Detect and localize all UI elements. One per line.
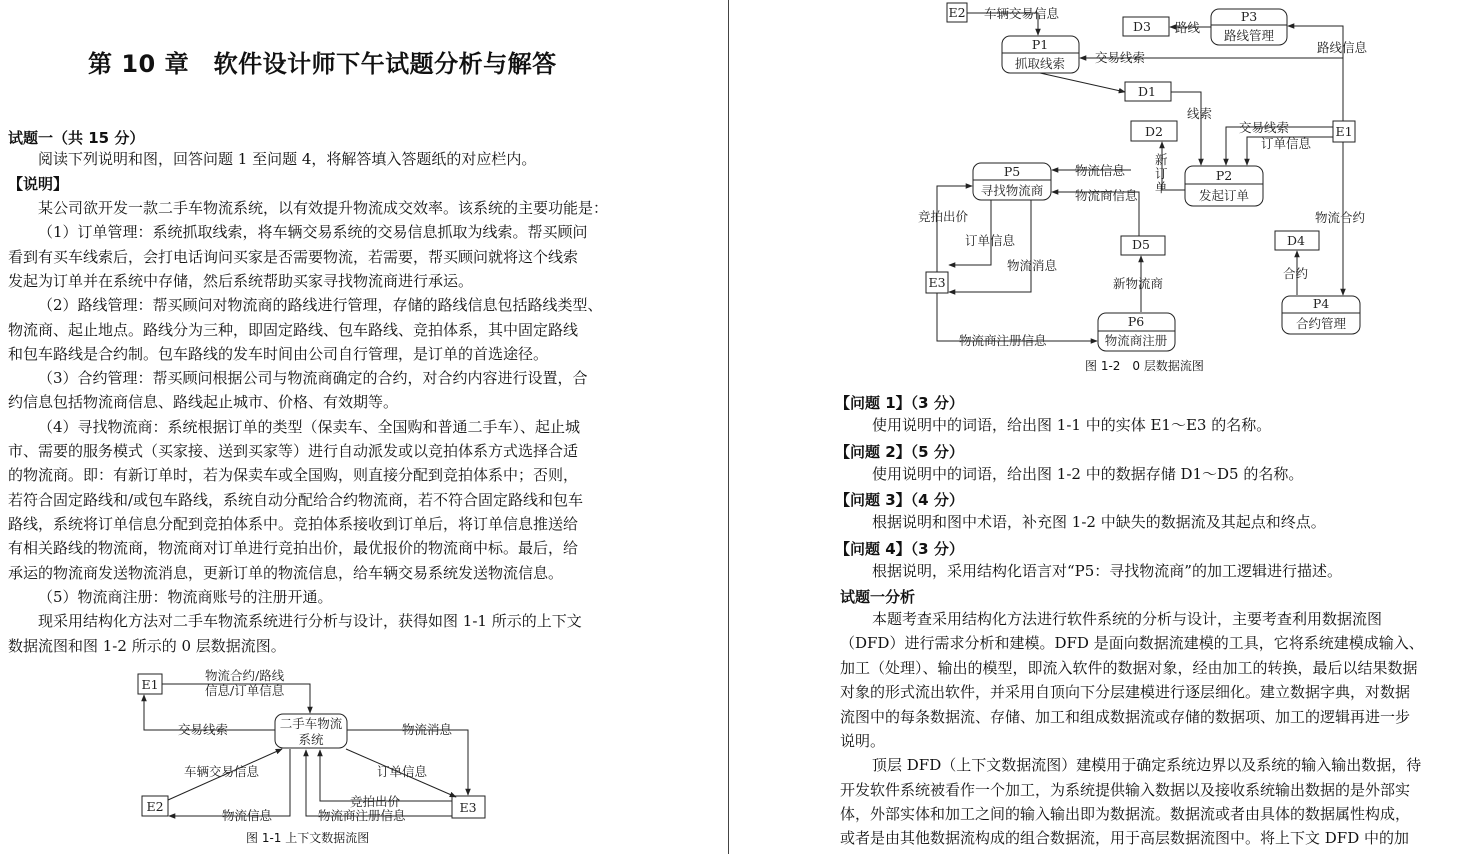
flow-label: 路线信息 — [1317, 40, 1368, 55]
flow-label: 物流消息 — [1007, 258, 1058, 273]
flow-label: 车辆交易信息 — [184, 764, 260, 779]
process-p1-name: 抓取线索 — [1014, 56, 1066, 71]
process-p5-id: P5 — [1003, 164, 1021, 179]
flow-label: 物流商信息 — [1075, 188, 1138, 203]
analysis-line: 或者是由其他数据流构成的组合数据流，用于高层数据流图中。将上下文 DFD 中的加 — [840, 829, 1410, 847]
analysis-line: 加工（处理）、输出的模型，即流入软件的数据对象，经由加工的转换，最后以结果数据 — [840, 659, 1418, 677]
process-p1-id: P1 — [1031, 37, 1049, 52]
question-1-text: 使用说明中的词语，给出图 1-1 中的实体 E1～E3 的名称。 — [872, 416, 1272, 434]
figure-1-2-caption: 图 1-2 0 层数据流图 — [1085, 359, 1204, 373]
desc-line: 若符合固定路线和/或包车路线，系统自动分配给合约物流商，若不符合固定路线和包车 — [8, 491, 584, 509]
analysis-line: 本题考查采用结构化方法进行软件系统的分析与设计，主要考查利用数据流图 — [872, 610, 1383, 628]
chapter-title: 第 10 章 软件设计师下午试题分析与解答 — [88, 50, 557, 78]
flow-label: 交易线索 — [178, 722, 229, 737]
datastore-d5-label: D5 — [1132, 237, 1150, 252]
analysis-line: 说明。 — [840, 732, 886, 750]
flow-label: 订单信息 — [377, 764, 428, 779]
system-label-line2: 系统 — [298, 732, 324, 747]
analysis-line: 顶层 DFD（上下文数据流图）建模用于确定系统边界以及系统的输入输出数据，待 — [872, 756, 1422, 774]
question-4-title: 【问题 4】（3 分） — [835, 540, 964, 558]
datastore-d3-label: D3 — [1133, 19, 1151, 34]
entity-e1-label: E1 — [1335, 124, 1353, 139]
question-3-title: 【问题 3】（4 分） — [835, 491, 964, 509]
level0-dfd-diagram — [731, 0, 1463, 380]
flow-label: 合约 — [1283, 266, 1309, 281]
entity-e3-label: E3 — [928, 275, 946, 290]
desc-line: （5）物流商注册：物流商账号的注册开通。 — [38, 588, 333, 606]
analysis-line: 体，外部实体和加工之间的输入输出即为数据流。数据流或者由具体的数据属性构成， — [840, 805, 1411, 823]
flow-label: 路线 — [1175, 20, 1201, 35]
process-p2-name: 发起订单 — [1198, 188, 1250, 203]
flow-label: 交易线索 — [1239, 120, 1290, 135]
flow-system-to-e3 — [347, 730, 468, 795]
analysis-line: 对象的形式流出软件，并采用自顶向下分层建模进行逐层细化。建立数据字典，对数据 — [840, 683, 1411, 701]
flow-label: 新 — [1155, 152, 1168, 167]
analysis-line: （DFD）进行需求分析和建模。DFD 是面向数据流建模的工具，它将系统建模成输入、 — [840, 634, 1424, 652]
process-p4-id: P4 — [1312, 296, 1330, 311]
analysis-title: 试题一分析 — [840, 588, 916, 606]
process-p3-name: 路线管理 — [1223, 28, 1275, 43]
flow-label: 新物流商 — [1113, 276, 1164, 291]
flow-label: 物流合约/路线 — [205, 668, 285, 683]
flow-bid — [937, 186, 972, 272]
desc-line: 数据流图和图 1-2 所示的 0 层数据流图。 — [8, 637, 286, 655]
process-p3-id: P3 — [1240, 9, 1258, 24]
desc-line: 的物流商。即：有新订单时，若为保卖车或全国购，则直接分配到竞拍体系中；否则， — [8, 466, 579, 484]
datastore-d4-label: D4 — [1287, 233, 1305, 248]
entity-e3-label: E3 — [459, 800, 477, 815]
analysis-line: 流图中的每条数据流、存储、加工和组成数据流或存储的数据项、加工的逻辑再进一步 — [840, 708, 1411, 726]
flow-label: 订单信息 — [1261, 136, 1312, 151]
entity-e2-label: E2 — [948, 5, 966, 20]
flow-label: 竞拍出价 — [350, 794, 401, 809]
process-p4-name: 合约管理 — [1295, 316, 1347, 331]
desc-line: 看到有买车线索后，会打电话询问买家是否需要物流，若需要，帮买顾问就将这个线索 — [8, 248, 579, 266]
page-divider — [728, 0, 729, 854]
flow-label: 物流合约 — [1315, 210, 1366, 225]
flow-label: 单 — [1155, 180, 1168, 195]
desc-line: 承运的物流商发送物流消息，更新订单的物流信息，给车辆交易系统发送物流信息。 — [8, 564, 564, 582]
desc-line: （3）合约管理：帮买顾问根据公司与物流商确定的合约，对合约内容进行设置，合 — [38, 369, 588, 387]
question-2-title: 【问题 2】（5 分） — [835, 443, 964, 461]
flow-label: 物流商注册信息 — [959, 333, 1047, 348]
analysis-line: 开发软件系统被看作一个加工，为系统提供输入数据以及接收系统输出数据的是外部实 — [840, 781, 1411, 799]
figure-1-1-caption: 图 1-1 上下文数据流图 — [246, 831, 370, 845]
flow-label: 订 — [1155, 166, 1168, 181]
flow-label: 订单信息 — [965, 233, 1016, 248]
left-page — [0, 0, 728, 854]
question-4-text: 根据说明，采用结构化语言对“P5：寻找物流商”的加工逻辑进行描述。 — [872, 562, 1342, 580]
flow-label: 信息/订单信息 — [205, 683, 285, 698]
flow-label: 物流消息 — [402, 722, 453, 737]
process-p6-id: P6 — [1127, 314, 1145, 329]
flow-label: 线索 — [1187, 106, 1213, 121]
flow-label: 交易线索 — [1095, 50, 1146, 65]
desc-line: （2）路线管理：帮买顾问对物流商的路线进行管理，存储的路线信息包括路线类型、 — [38, 296, 603, 314]
datastore-d2-label: D2 — [1145, 124, 1163, 139]
desc-line: 现采用结构化方法对二手车物流系统进行分析与设计，获得如图 1-1 所示的上下文 — [38, 612, 582, 630]
desc-line: 约信息包括物流商信息、路线起止城市、价格、有效期等。 — [8, 393, 399, 411]
process-p5-name: 寻找物流商 — [980, 183, 1044, 198]
flow-system-to-e2 — [169, 749, 290, 816]
context-dfd-diagram — [0, 0, 728, 854]
question-2-text: 使用说明中的词语，给出图 1-2 中的数据存储 D1～D5 的名称。 — [872, 465, 1304, 483]
desc-line: 市、需要的服务模式（买家接、送到买家等）进行自动派发或以竞拍体系方式选择合适 — [8, 442, 579, 460]
description-heading: 【说明】 — [8, 175, 69, 193]
desc-line: 某公司欲开发一款二手车物流系统，以有效提升物流成交效率。该系统的主要功能是： — [38, 199, 609, 217]
desc-line: 路线，系统将订单信息分配到竞拍体系中。竞拍体系接收到订单后，将订单信息推送给 — [8, 515, 579, 533]
entity-e1-label: E1 — [141, 677, 159, 692]
flow-label: 物流信息 — [1075, 163, 1126, 178]
system-label-line1: 二手车物流 — [279, 716, 343, 731]
desc-line: （4）寻找物流商：系统根据订单的类型（保卖车、全国购和普通二手车）、起止城 — [38, 418, 581, 436]
desc-line: （1）订单管理：系统抓取线索，将车辆交易系统的交易信息抓取为线索。帮买顾问 — [38, 223, 588, 241]
desc-line: 物流商、起止地点。路线分为三种，即固定路线、包车路线、竞拍体系，其中固定路线 — [8, 321, 579, 339]
flow-p1-to-d1 — [1040, 73, 1125, 92]
question-title: 试题一（共 15 分） — [8, 129, 145, 147]
process-p2-id: P2 — [1215, 168, 1233, 183]
flow-label: 竞拍出价 — [918, 209, 969, 224]
datastore-d1-label: D1 — [1138, 84, 1156, 99]
question-3-text: 根据说明和图中术语，补充图 1-2 中缺失的数据流及其起点和终点。 — [872, 513, 1326, 531]
flow-label: 物流信息 — [222, 808, 273, 823]
question-1-title: 【问题 1】（3 分） — [835, 394, 964, 412]
flow-label: 车辆交易信息 — [984, 6, 1060, 21]
desc-line: 发起为订单并在系统中存储，然后系统帮助买家寻找物流商进行承运。 — [8, 272, 474, 290]
flow-label: 物流商注册信息 — [318, 808, 406, 823]
entity-e2-label: E2 — [146, 799, 164, 814]
intro-text: 阅读下列说明和图，回答问题 1 至问题 4，将解答填入答题纸的对应栏内。 — [38, 150, 537, 168]
desc-line: 有相关路线的物流商，物流商对订单进行竞拍出价，最优报价的物流商中标。最后，给 — [8, 539, 579, 557]
right-page — [731, 0, 1463, 854]
process-p6-name: 物流商注册 — [1104, 333, 1168, 348]
desc-line: 和包车路线是合约制。包车路线的发车时间由公司自行管理，是订单的首选途径。 — [8, 345, 549, 363]
